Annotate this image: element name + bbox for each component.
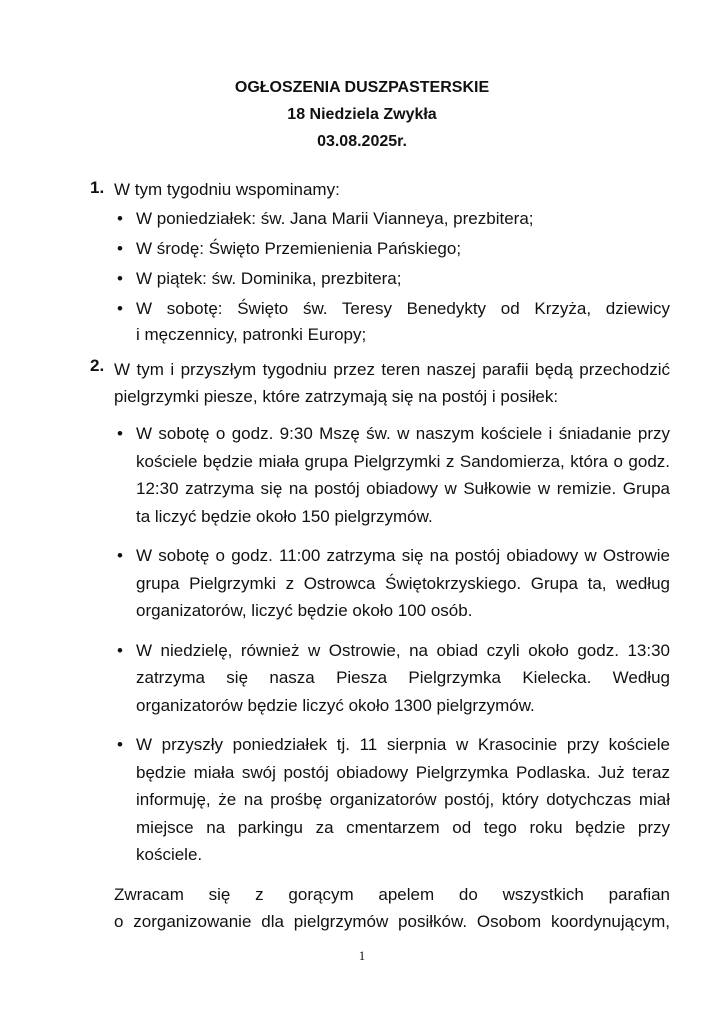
- list-item-text: • W sobotę o godz. 9:30 Mszę św. w naszym kościele i śniadanie przy: [136, 424, 670, 443]
- list-item-text: kościele.: [136, 845, 203, 864]
- announcement-number: 1.: [90, 178, 105, 197]
- list-item: [114, 420, 670, 530]
- list-item-text: • W sobotę: Święto św. Teresy Benedykty od Krzyża, dziewicy: [136, 299, 670, 318]
- list-item: [114, 542, 670, 625]
- list-item-text: zatrzyma się nasza Piesza Pielgrzymka Kielecka. Według: [136, 668, 670, 687]
- list-item-text: informuję, że na prośbę organizatorów postój, który dotychczas miał: [136, 790, 670, 809]
- list-item: [114, 637, 670, 720]
- list-item-text: • W sobotę o godz. 11:00 zatrzyma się na postój obiadowy w Ostrowie: [136, 546, 670, 565]
- list-item: [114, 296, 670, 348]
- document-subtitle: 18 Niedziela Zwykła: [287, 106, 437, 123]
- list-item: [114, 236, 670, 262]
- list-item-text: organizatorów będzie liczyć około 1300 pielgrzymów.: [136, 695, 535, 715]
- list-item-text: organizatorów, liczyć będzie około 100 osób.: [136, 601, 473, 620]
- list-item-text: grupa Pielgrzymki z Ostrowca Świętokrzyskiego. Grupa ta, według: [136, 573, 670, 593]
- announcement-1: [90, 178, 670, 348]
- memorial-list: [114, 206, 670, 348]
- list-item-text: W piątek: św. Dominika, prezbitera;: [136, 269, 402, 288]
- list-item-text: • W niedzielę, również w Ostrowie, na obiad czyli około godz. 13:30: [136, 640, 670, 660]
- list-item-text: będzie miała swój postój obiadowy Pielgrzymka Podlaska. Już teraz: [136, 762, 670, 782]
- announcement-intro: W tym tygodniu wspominamy:: [114, 180, 340, 199]
- list-item: [114, 266, 670, 292]
- pilgrimage-list: [114, 420, 670, 869]
- list-item-text: i męczennicy, patronki Europy;: [136, 325, 367, 344]
- announcement-intro-line: W tym i przyszłym tygodniu przez teren naszej parafii będą przechodzić: [114, 360, 670, 379]
- list-item-text: ta liczyć będzie około 150 pielgrzymów.: [136, 506, 433, 526]
- list-item-text: W poniedziałek: św. Jana Marii Vianneya, prezbitera;: [136, 209, 534, 228]
- list-item: [114, 206, 670, 232]
- closing-paragraph: [90, 881, 670, 935]
- page-number: 1: [358, 948, 366, 963]
- list-item-text: W środę: Święto Przemienienia Pańskiego;: [136, 239, 462, 258]
- paragraph-line: Zwracam się z gorącym apelem do wszystkich parafian: [114, 884, 670, 904]
- list-item-text: kościele będzie miała grupa Pielgrzymki z Sandomierza, która o godz.: [136, 451, 670, 471]
- document-date: 03.08.2025r.: [317, 133, 407, 150]
- announcement-header: [0, 76, 724, 157]
- list-item-text: • W przyszły poniedziałek tj. 11 sierpnia w Krasocinie przy kościele: [136, 735, 670, 754]
- document-title: OGŁOSZENIA DUSZPASTERSKIE: [234, 79, 490, 96]
- announcement-number: 2.: [90, 356, 105, 375]
- list-item-text: 12:30 zatrzyma się na postój obiadowy w Sułkowie w remizie. Grupa: [136, 479, 670, 498]
- announcement-intro-line: pielgrzymki piesze, które zatrzymają się na postój i posiłek:: [114, 387, 559, 406]
- list-item: [114, 731, 670, 869]
- list-item-text: miejsce na parkingu za cmentarzem od tego roku będzie przy: [136, 817, 670, 837]
- announcement-2: [90, 356, 670, 869]
- paragraph-line: o zorganizowanie dla pielgrzymów posiłków. Osobom koordynującym,: [114, 911, 670, 931]
- announcement-body: [90, 178, 670, 935]
